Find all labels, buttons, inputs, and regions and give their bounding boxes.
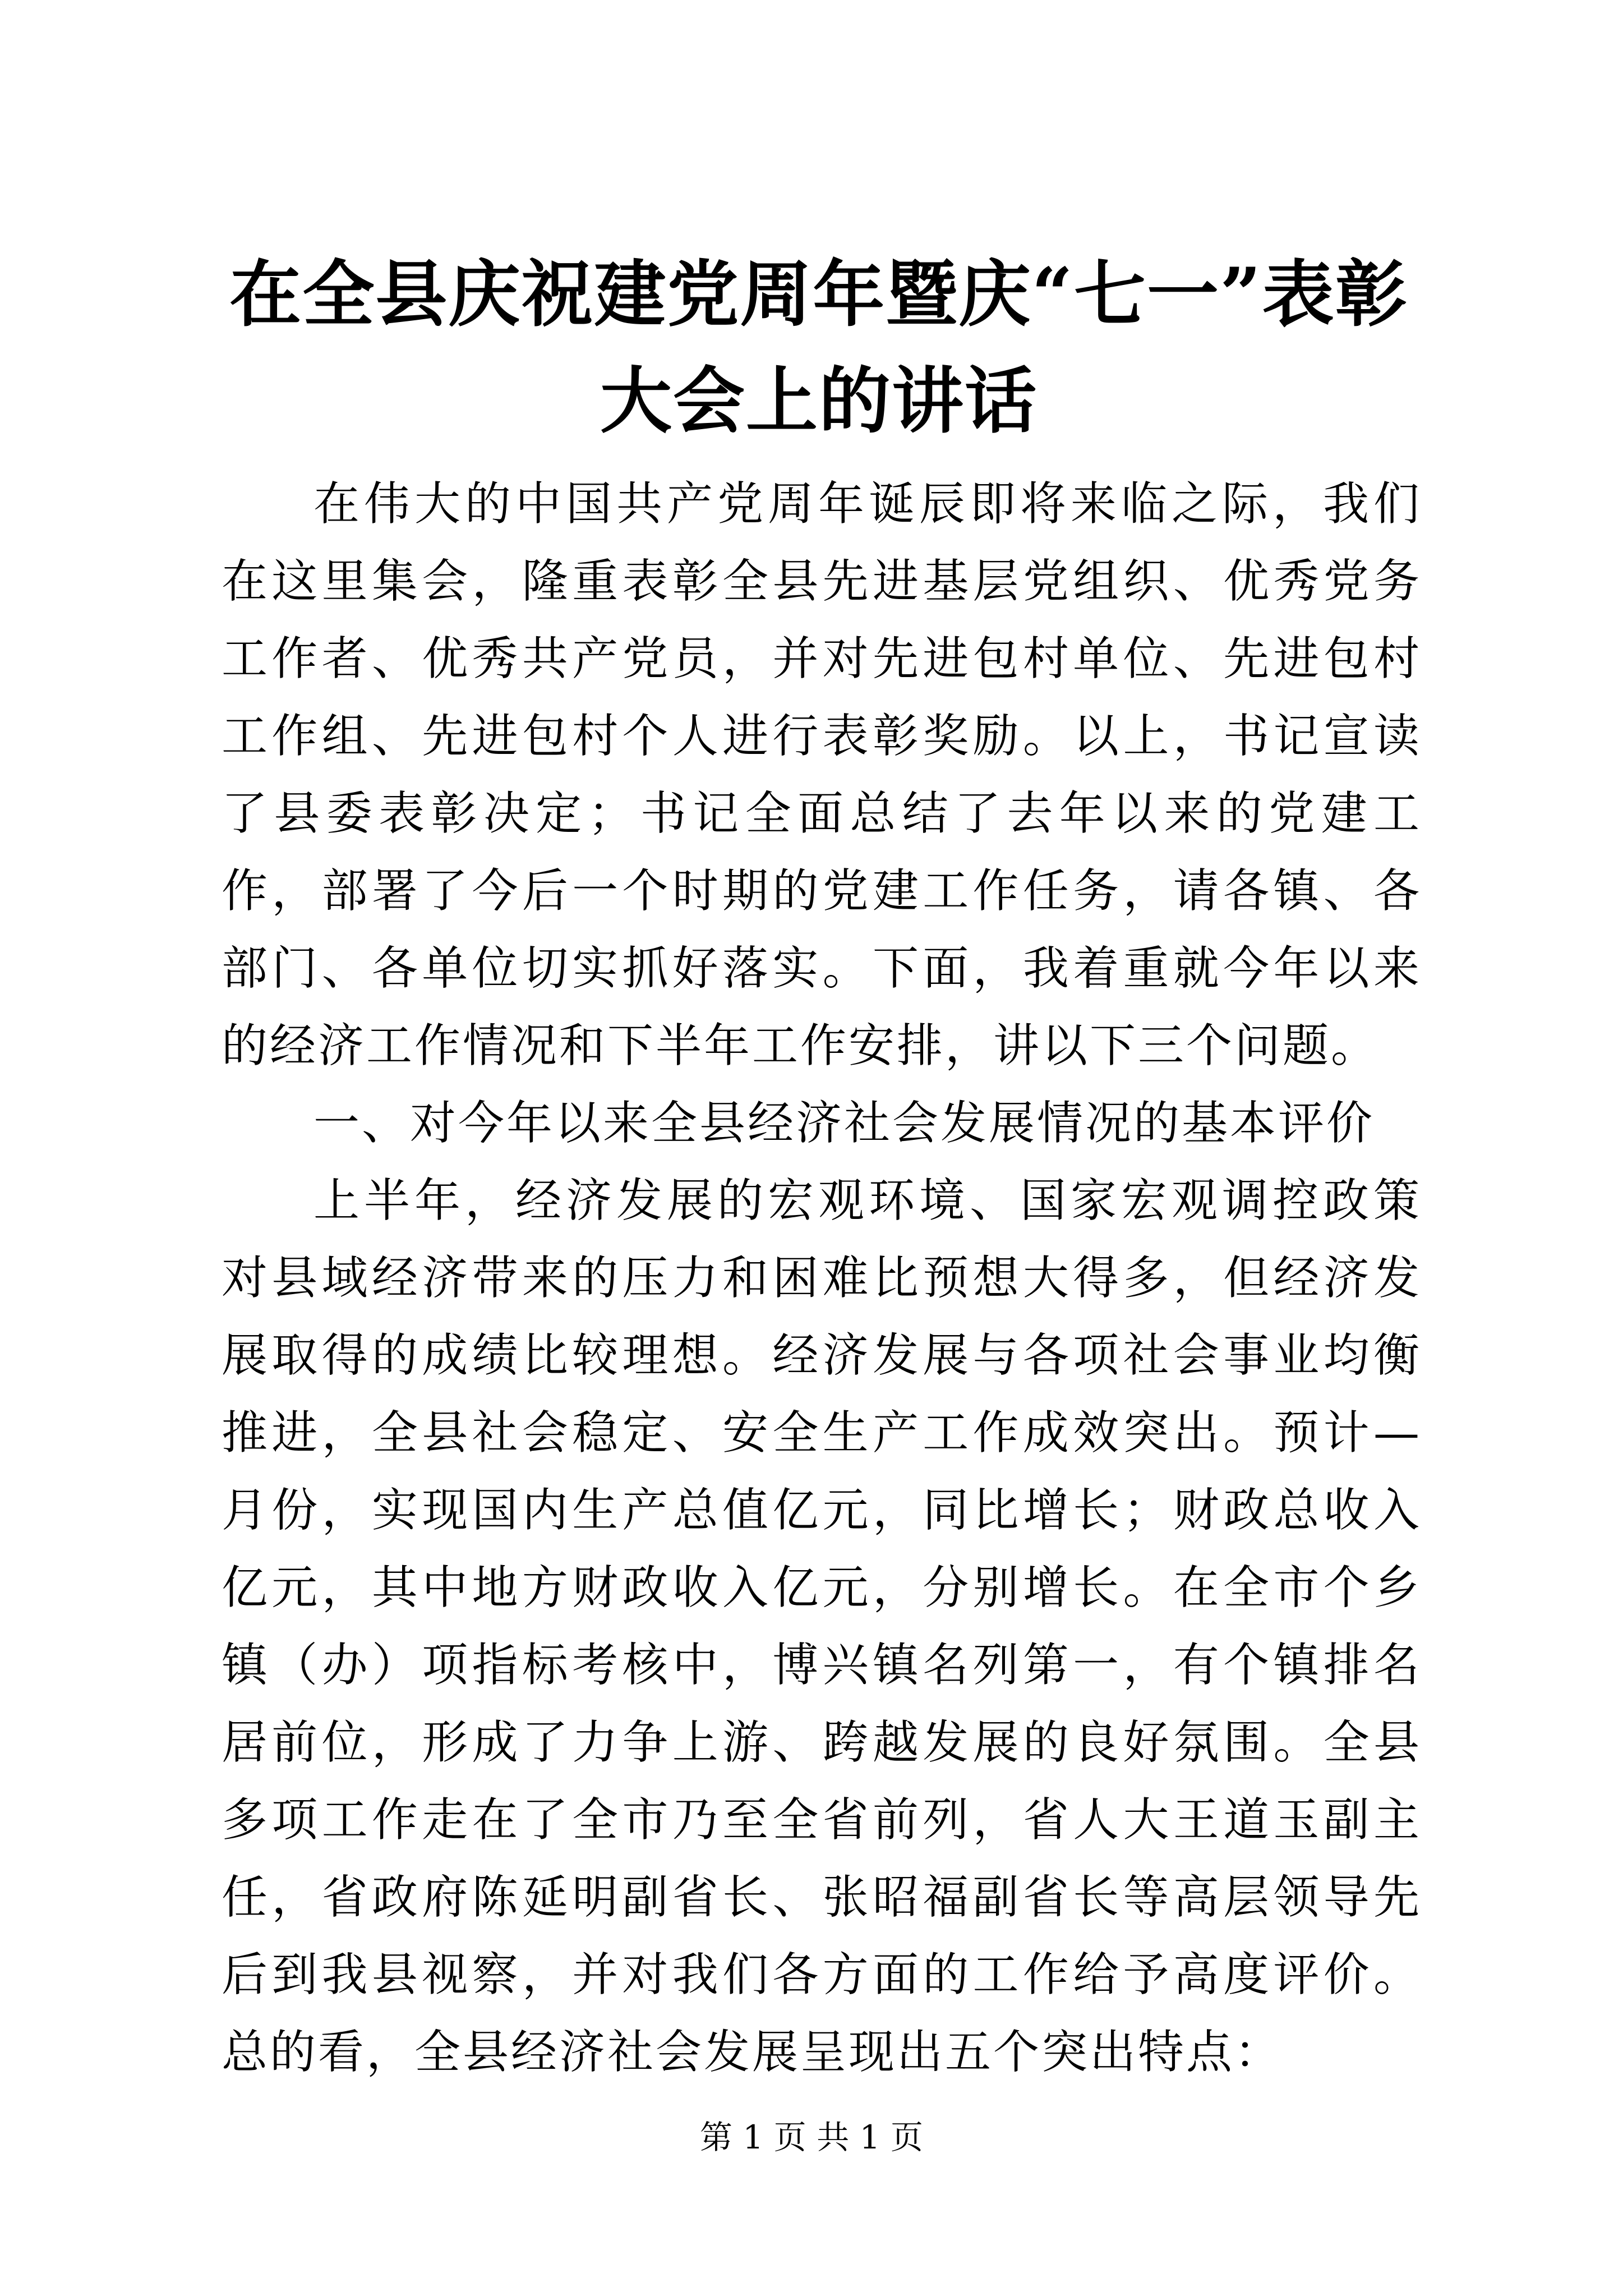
paragraph-section-1: 上半年，经济发展的宏观环境、国家宏观调控政策对县域经济带来的压力和困难比预想大得多，但经济发展取得的成绩比较理想。经济发展与各项社会事业均衡推进，全县社会稳定、安全生产工作成效突出。预计—月份，实现国内生产总值亿元，同比增长；财政总收入亿元，其中地方财政收入亿元，分别增长。在全市个乡镇（办）项指标考核中，博兴镇名列第一，有个镇排名居前位，形成了力争上游、跨越发展的良好氛围。全县多项工作走在了全市乃至全省前列，省人大王道玉副主任，省政府陈延明副省长、张昭福副省长等高层领导先后到我县视察，并对我们各方面的工作给予高度评价。总的看，全县经济社会发展呈现出五个突出特点： (222, 1174, 1422, 2079)
page-footer: 第 1 页 共 1 页 (700, 2118, 923, 2156)
document-title: 在全县庆祝建党周年暨庆“七一”表彰大会上的讲话 (229, 252, 1408, 443)
section-heading-1: 一、对今年以来全县经济社会发展情况的基本评价 (313, 1097, 1375, 1150)
document-body (222, 466, 1422, 2091)
paragraph-intro: 在伟大的中国共产党周年诞辰即将来临之际，我们在这里集会，隆重表彰全县先进基层党组织、优秀党务工作者、优秀共产党员，并对先进包村单位、先进包村工作组、先进包村个人进行表彰奖励。以上，书记宣读了县委表彰决定；书记全面总结了去年以来的党建工作，部署了今后一个时期的党建工作任务，请各镇、各部门、各单位切实抓好落实。下面，我着重就今年以来的经济工作情况和下半年工作安排，讲以下三个问题。 (222, 477, 1422, 1073)
